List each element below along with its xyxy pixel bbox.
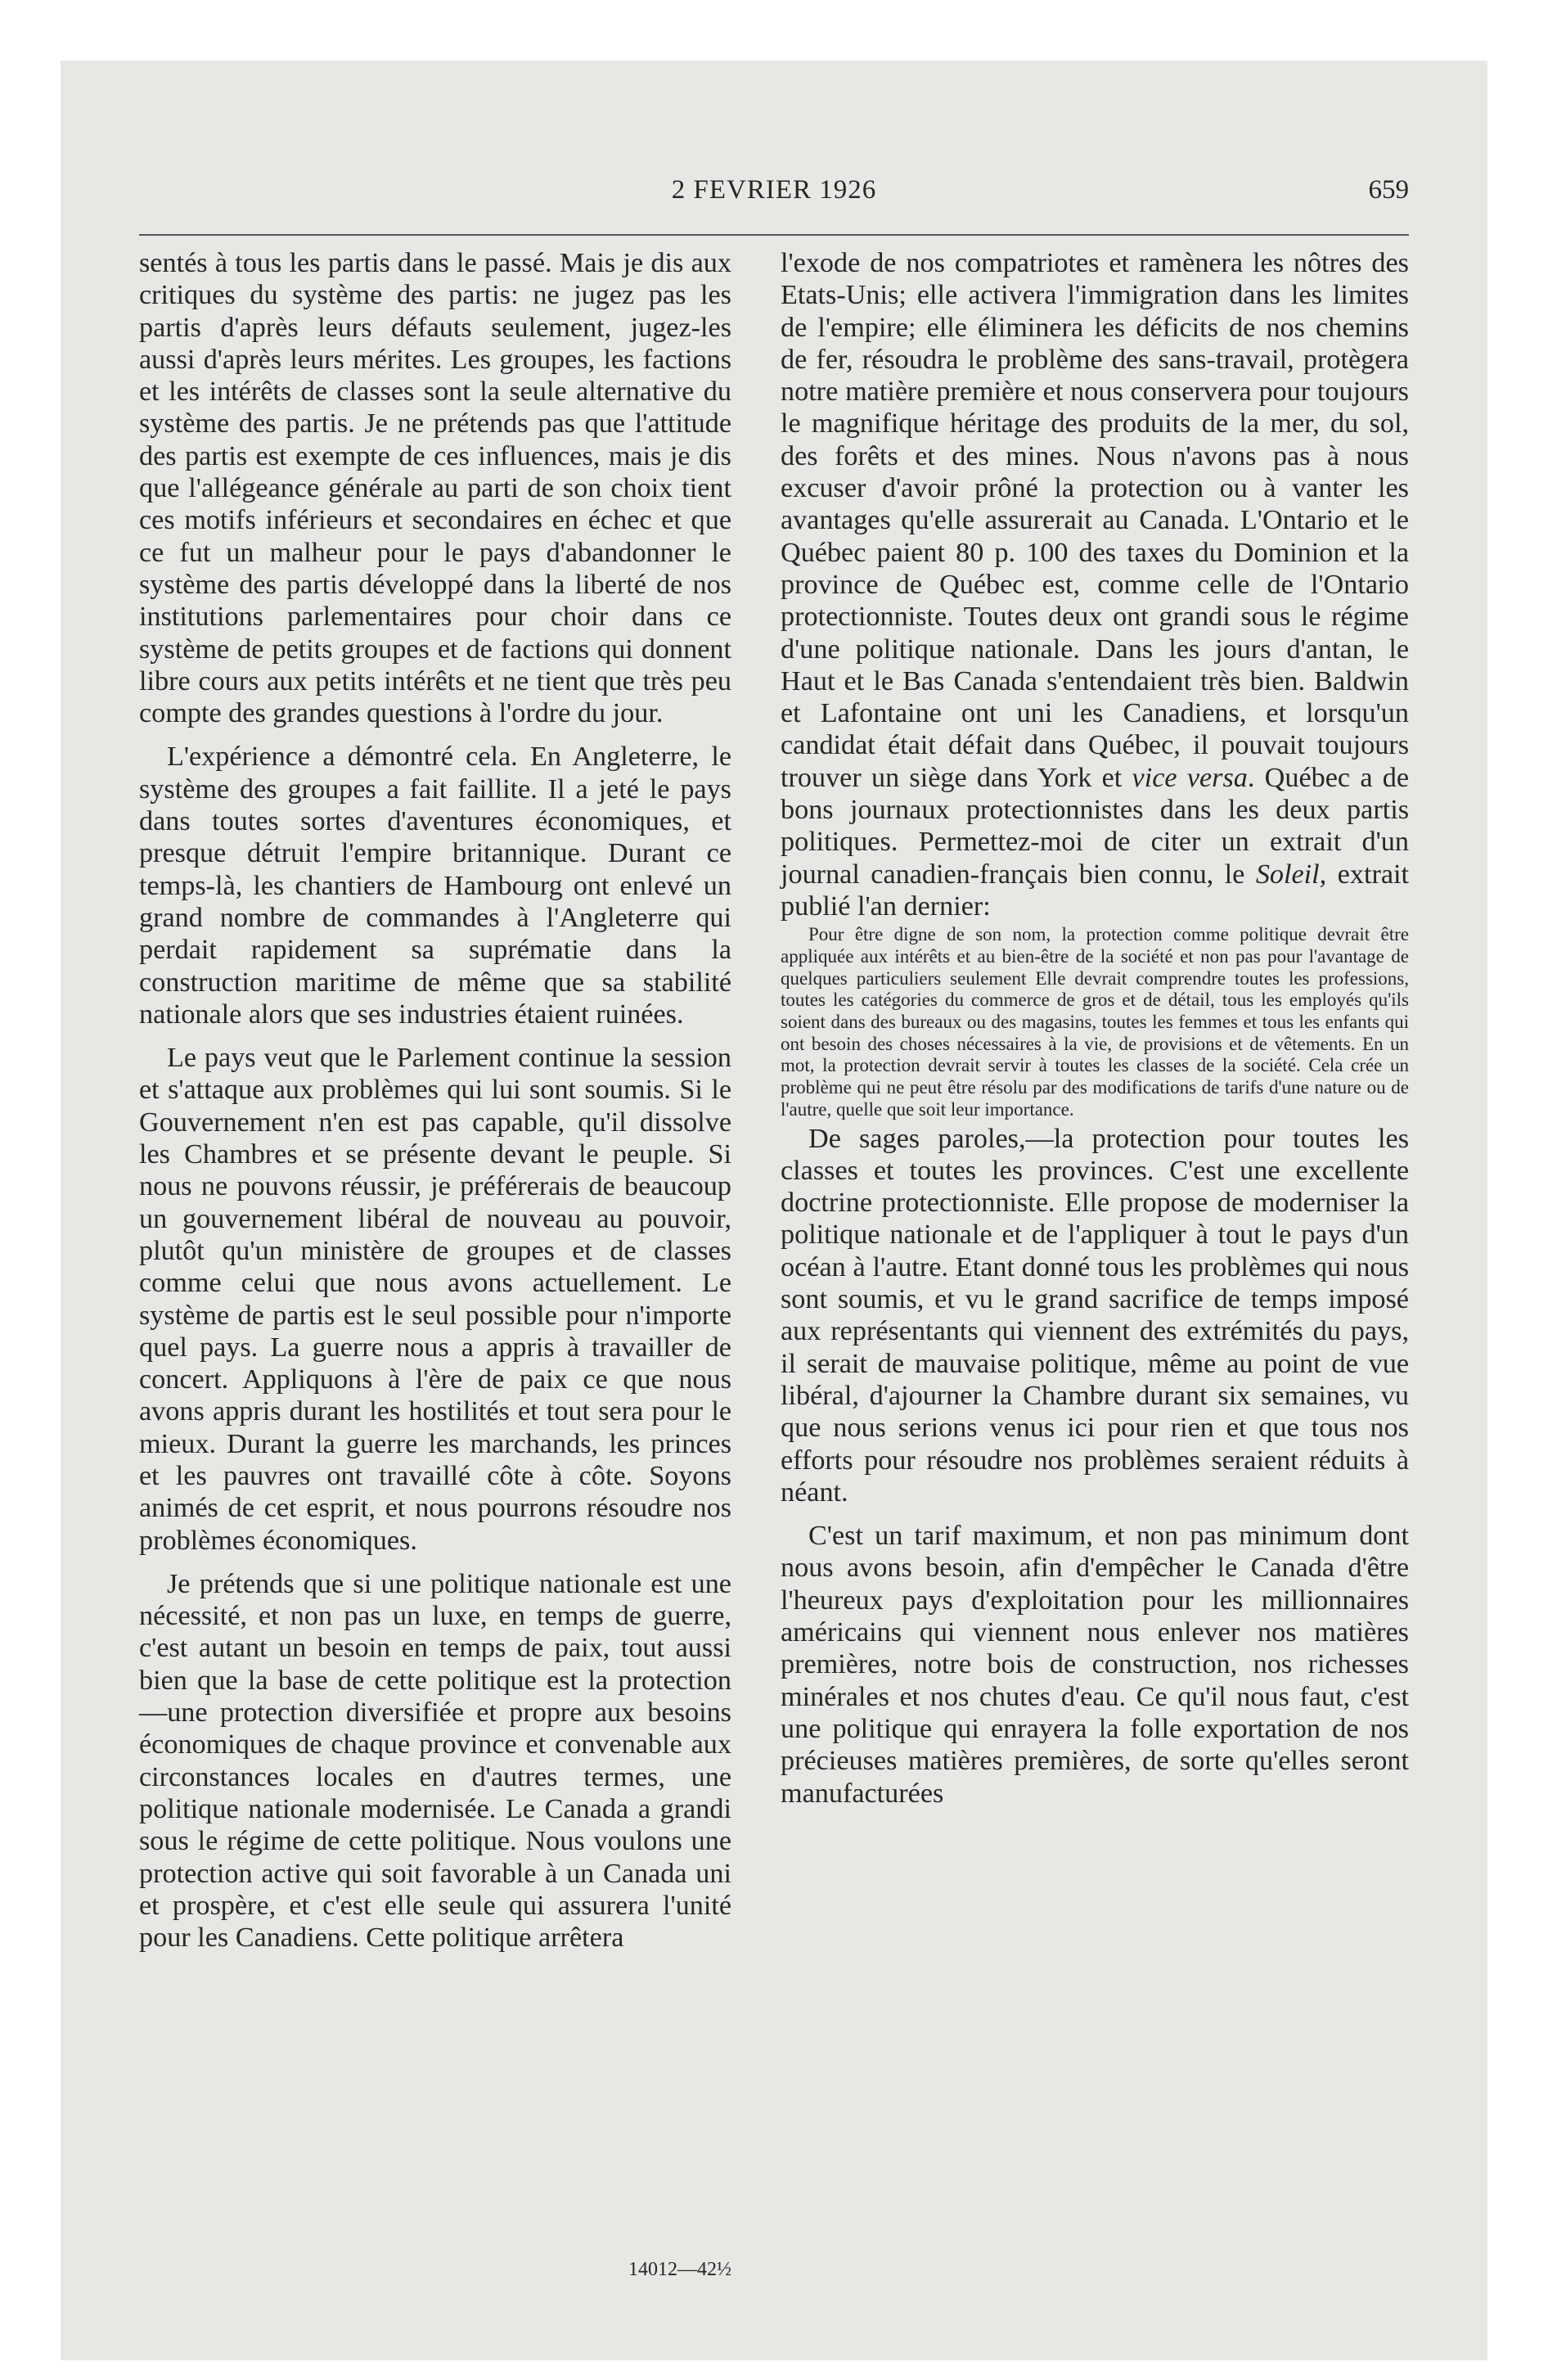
page-header bbox=[139, 175, 1409, 224]
newspaper-name: Soleil, bbox=[1255, 859, 1327, 890]
header-date: 2 FEVRIER 1926 bbox=[671, 175, 877, 205]
paragraph-text: extrait publié l'an dernier: bbox=[781, 859, 1409, 922]
paragraph: Je prétends que si une politique nationale est une nécessité, et non pas un luxe, en temps de guerre, c'est autant un besoin en temps de paix, tout aussi bien que la base de cette politique est la protection—une protection diversifiée et propre aux besoins économiques de chaque province et convenable aux circonstances locales en d'autres termes, une politique nationale modernisée. Le Canada a grandi sous le régime de cette politique. Nous voulons une protection active qui soit favorable à un Canada uni et prospère, et c'est elle seule qui assurera l'unité pour les Canadiens. Cette politique arrêtera bbox=[139, 1568, 731, 1954]
page-number: 659 bbox=[1368, 175, 1409, 205]
italic-phrase: vice versa bbox=[1132, 762, 1248, 793]
page-sheet bbox=[61, 61, 1487, 2360]
left-column bbox=[139, 247, 731, 1954]
paragraph: C'est un tarif maximum, et non pas minimum dont nous avons besoin, afin d'empêcher le Canada d'être l'heureux pays d'exploitation pour les millionnaires américains qui viennent nous enlever nos matières premières, notre bois de construction, nos richesses minérales et nos chutes d'eau. Ce qu'il nous faut, c'est une politique qui enrayera la folle exportation de nos précieuses matières premières, de sorte qu'elles seront manufacturées bbox=[781, 1521, 1409, 1809]
printer-signature: 14012—42½ bbox=[628, 2259, 731, 2280]
right-column bbox=[781, 247, 1409, 1810]
paragraph: sentés à tous les partis dans le passé. Mais je dis aux critiques du système des partis: ne jugez pas les partis d'après leurs défauts seulement, jugez-les aussi d'après leurs mérites. Les groupes, les factions et les intérêts de classes sont la seule alternative du système des partis. Je ne prétends pas que l'attitude des partis est exempte de ces influences, mais je dis que l'allégeance générale au parti de son choix tient ces motifs inférieurs et secondaires en échec et que ce fut un malheur pour le pays d'abandonner le système des partis développé dans la liberté de nos institutions parlementaires pour choir dans ce système de petits groupes et de factions qui donnent libre cours aux petits intérêts et ne tient que très peu compte des grandes questions à l'ordre du jour. bbox=[139, 248, 731, 729]
header-rule bbox=[139, 234, 1409, 236]
paragraph bbox=[781, 247, 1409, 922]
paragraph-text: l'exode de nos compatriotes et ramènera les nôtres des Etats-Unis; elle activera l'immigration dans les limites de l'empire; elle éliminera les déficits de nos chemins de fer, résoudra le problème des sans-travail, protègera notre matière première et nous conservera pour toujours le magnifique héritage des produits de la mer, du sol, des forêts et des mines. Nous n'avons pas à nous excuser d'avoir prôné la protection ou à vanter les avantages qu'elle assurerait au Canada. L'Ontario et le Québec paient 80 p. 100 des taxes du Dominion et la province de Québec est, comme celle de l'Ontario protectionniste. Toutes deux ont grandi sous le régime d'une politique nationale. Dans les jours d'antan, le Haut et le Bas Canada s'entendaient très bien. Baldwin et Lafontaine ont uni les Canadiens, et lorsqu'un candidat était défait dans Québec, il pouvait toujours trouver un siège dans York et bbox=[781, 248, 1409, 793]
block-quote: Pour être digne de son nom, la protection comme politique devrait être appliquée aux intérêts et au bien-être de la société et non pas pour l'avantage de quelques particuliers seulement Elle devrait comprendre toutes les professions, toutes les catégories du commerce de gros et de détail, tous les employés qu'ils soient dans des bureaux ou des magasins, toutes les femmes et tous les enfants qui ont besoin des choses nécessaires à la vie, de provisions et de vêtements. En un mot, la protection devrait servir à toutes les classes de la société. Cela crée un problème qui ne peut être résolu par des modifications de tarifs d'une nature ou de l'autre, quelle que soit leur importance. bbox=[781, 924, 1409, 1120]
paragraph-text: . Québec a de bons journaux protectionnistes dans les deux partis politiques. Permettez-moi de citer un extrait d'un journal canadien-français bien connu, le bbox=[781, 762, 1410, 890]
paragraph: Le pays veut que le Parlement continue la session et s'attaque aux problèmes qui lui sont soumis. Si le Gouvernement n'en est pas capable, qu'il dissolve les Chambres et se présente devant le peuple. Si nous ne pouvons réussir, je préférerais de beaucoup un gouvernement libéral de nouveau au pouvoir, plutôt qu'un ministère de groupes et de classes comme celui que nous avons actuellement. Le système de partis est le seul possible pour n'importe quel pays. La guerre nous a appris à travailler de concert. Appliquons à l'ère de paix ce que nous avons appris durant les hostilités et tout sera pour le mieux. Durant la guerre les marchands, les princes et les pauvres ont travaillé côte à côte. Soyons animés de cet esprit, et nous pourrons résoudre nos problèmes économiques. bbox=[139, 1043, 731, 1556]
paragraph: L'expérience a démontré cela. En Angleterre, le système des groupes a fait faillite. Il a jeté le pays dans toutes sortes d'aventures économiques, et presque détruit l'empire britannique. Durant ce temps-là, les chantiers de Hambourg ont enlevé un grand nombre de commandes à l'Angleterre qui perdait rapidement sa suprématie dans la construction maritime de même que sa stabilité nationale alors que ses industries étaient ruinées. bbox=[139, 741, 731, 1030]
paragraph: De sages paroles,—la protection pour toutes les classes et toutes les provinces. C'est une excellente doctrine protectionniste. Elle propose de moderniser la politique nationale et de l'appliquer à tout le pays d'un océan à l'autre. Etant donné tous les problèmes qui nous sont soumis, et vu le grand sacrifice de temps imposé aux représentants qui viennent des extrémités du pays, il serait de mauvaise politique, même au point de vue libéral, d'ajourner la Chambre durant six semaines, vu que nous serions venus ici pour rien et que tous nos efforts pour résoudre nos problèmes seraient réduits à néant. bbox=[781, 1123, 1409, 1508]
